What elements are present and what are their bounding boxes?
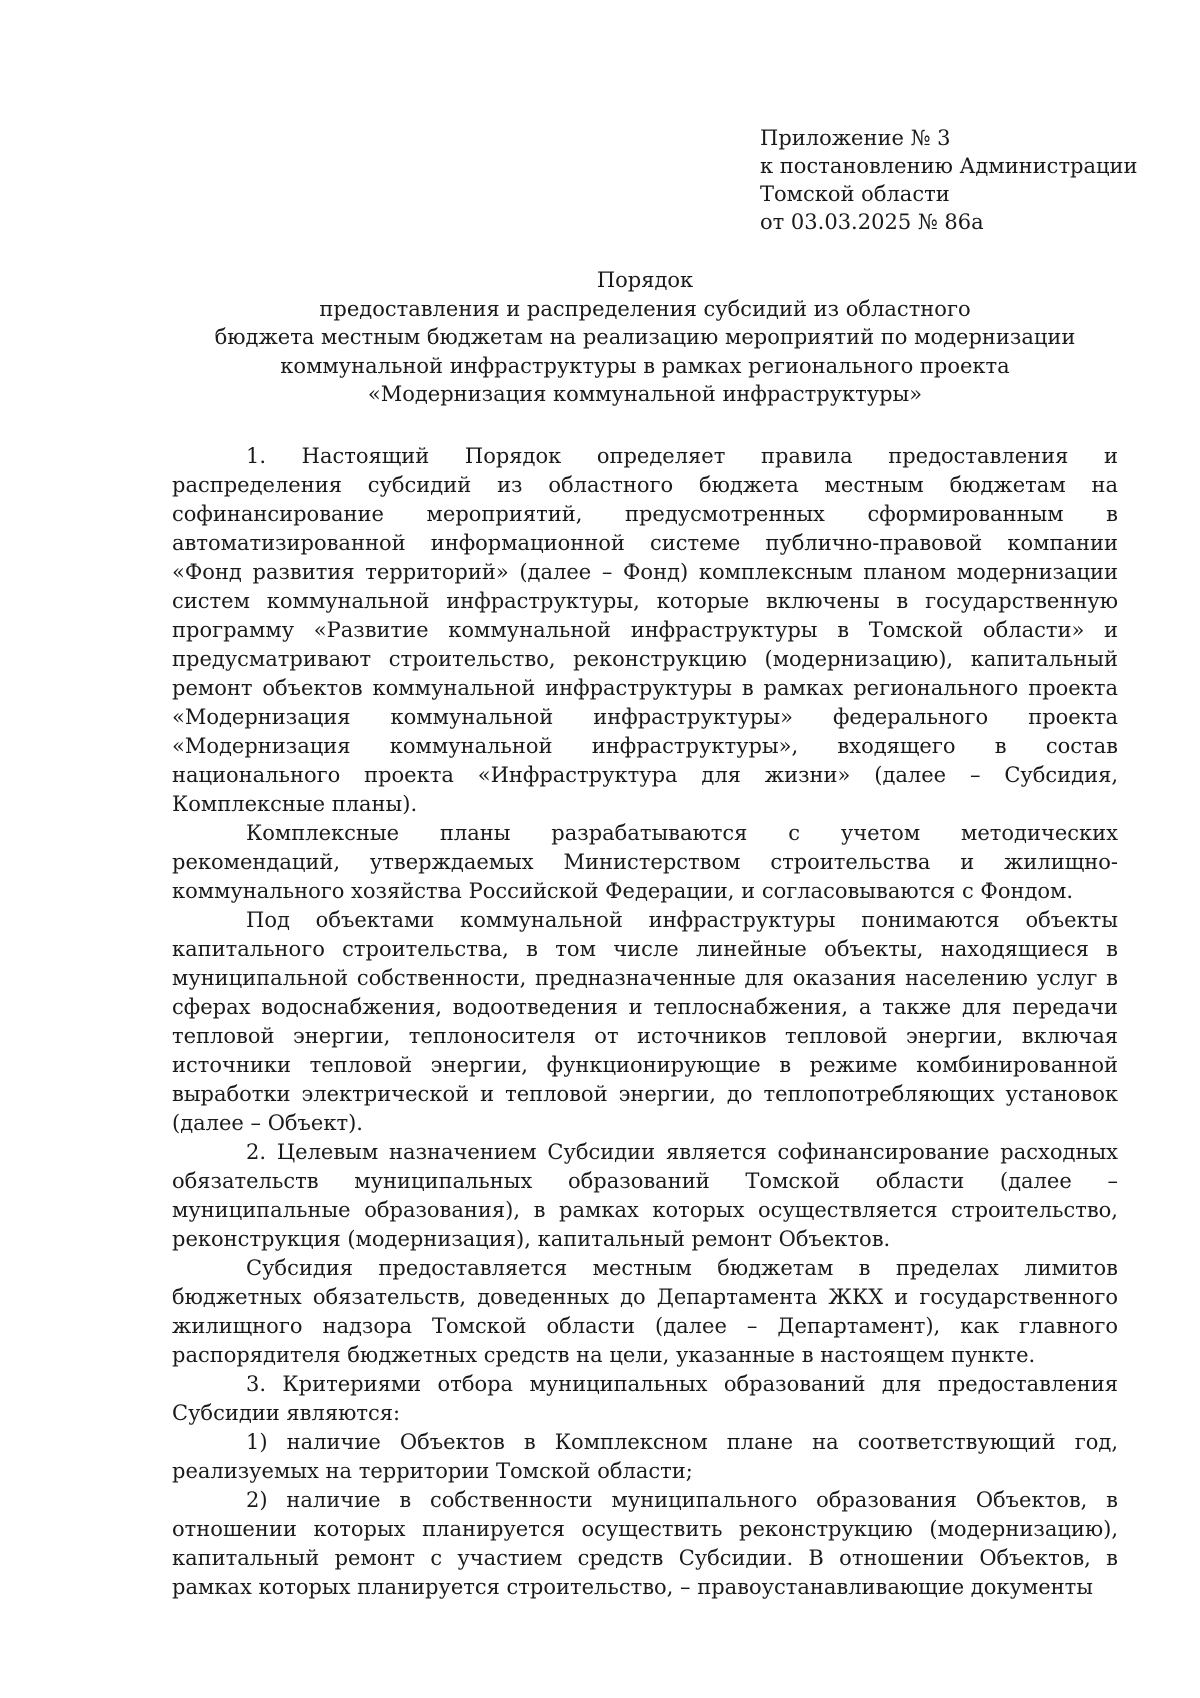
paragraph: 2. Целевым назначением Субсидии является софинансирование расходных обязательств муниципальных образований Томской области (далее – муниципальные образования), в рамках которых осуществляется строительство, реконструкция (модернизация), капитальный ремонт Объектов. [172, 1140, 1118, 1251]
paragraph: 1. Настоящий Порядок определяет правила предоставления и распределения субсидий из областного бюджета местным бюджетам на софинансирование мероприятий, предусмотренных сформированным в автоматизированной информационной системе публично-правовой компании «Фонд развития территорий» (далее – Фонд) комплексным планом модернизации систем коммунальной инфраструктуры, которые включены в государственную программу «Развитие коммунальной инфраструктуры в Томской области» и предусматривают строительство, реконструкцию (модернизацию), капитальный ремонт объектов коммунальной инфраструктуры в рамках регионального проекта «Модернизация коммунальной инфраструктуры» федерального проекта «Модернизация коммунальной инфраструктуры», входящего в состав национального проекта «Инфраструктура для жизни» (далее – Субсидия, Комплексные планы). [172, 444, 1118, 816]
document-body [172, 442, 1118, 1602]
appendix-line: от 03.03.2025 № 86а [760, 210, 984, 234]
title-line: бюджета местным бюджетам на реализацию мероприятий по модернизации [214, 325, 1076, 349]
title-line: Порядок [596, 268, 694, 292]
appendix-line: Томской области [760, 182, 950, 206]
paragraph: 2) наличие в собственности муниципального образования Объектов, в отношении которых планируется осуществить реконструкцию (модернизацию), капитальный ремонт с участием средств Субсидии. В отношении Объектов, в рамках которых планируется строительство, – правоустанавливающие документы [172, 1488, 1118, 1599]
appendix-line: Приложение № 3 [760, 126, 951, 150]
title-line: коммунальной инфраструктуры в рамках регионального проекта [280, 353, 1010, 378]
paragraph: Субсидия предоставляется местным бюджетам в пределах лимитов бюджетных обязательств, доведенных до Департамента ЖКХ и государственного жилищного надзора Томской области (далее – Департамент), как главного распорядителя бюджетных средств на цели, указанные в настоящем пункте. [172, 1256, 1118, 1367]
paragraph: 3. Критериями отбора муниципальных образований для предоставления Субсидии являются: [172, 1372, 1118, 1425]
title-line: «Модернизация коммунальной инфраструктуры» [367, 382, 923, 406]
paragraph: 1) наличие Объектов в Комплексном плане на соответствующий год, реализуемых на территории Томской области; [172, 1430, 1118, 1483]
appendix-header [760, 124, 1180, 236]
paragraph: Комплексные планы разрабатываются с учетом методических рекомендаций, утверждаемых Министерством строительства и жилищно-коммунального хозяйства Российской Федерации, и согласовываются с Фондом. [172, 821, 1118, 903]
paragraph: Под объектами коммунальной инфраструктуры понимаются объекты капитального строительства, в том числе линейные объекты, находящиеся в муниципальной собственности, предназначенные для оказания населению услуг в сферах водоснабжения, водоотведения и теплоснабжения, а также для передачи тепловой энергии, теплоносителя от источников тепловой энергии, включая источники тепловой энергии, функционирующие в режиме комбинированной выработки электрической и тепловой энергии, до теплопотребляющих установок (далее – Объект). [172, 908, 1118, 1135]
document-title [170, 266, 1120, 409]
title-line: предоставления и распределения субсидий из областного [319, 296, 971, 321]
appendix-line: к постановлению Администрации [760, 154, 1138, 178]
